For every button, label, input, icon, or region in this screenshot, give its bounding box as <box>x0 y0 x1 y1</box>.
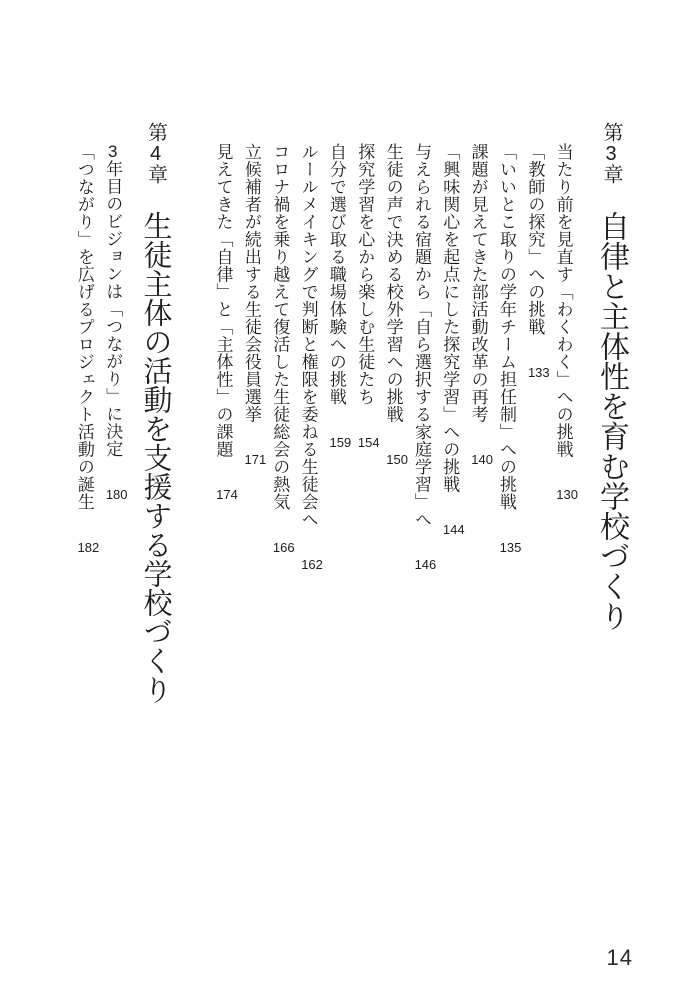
entry-page-number: 130 <box>556 487 578 503</box>
chapter-4-section <box>71 122 174 962</box>
toc-entry <box>71 122 99 962</box>
chapter-4-title: 生徒主体の活動を支援する学校づくり <box>139 211 172 705</box>
entry-title: 自分で選び取る職場体験への挑戦 <box>326 143 346 406</box>
entry-title: 「興味関心を起点にした探究学習」への挑戦 <box>440 143 460 493</box>
chapter-3-number: 第3章 <box>600 122 622 186</box>
entry-title: 当たり前を見直す「わくわく」への挑戦 <box>553 143 573 458</box>
chapter-3-section <box>210 122 629 962</box>
entry-title: 探究学習を心から楽しむ生徒たち <box>355 143 375 406</box>
toc-entry <box>238 122 266 962</box>
entry-page-number: 135 <box>499 539 522 555</box>
toc-entry <box>493 122 521 962</box>
entry-page-number: 146 <box>414 557 437 573</box>
table-of-contents <box>71 122 629 962</box>
entry-page-number: 133 <box>527 364 550 380</box>
entry-page-number: 182 <box>77 539 100 555</box>
entry-title: ルールメイキングで判断と権限を委ねる生徒会へ <box>298 143 318 528</box>
page-number: 14 <box>606 945 633 970</box>
toc-entry <box>408 122 436 962</box>
chapter-4-number: 第4章 <box>144 122 167 186</box>
toc-entry <box>323 122 351 962</box>
toc-entry <box>266 122 294 962</box>
entry-title: 立候補者が続出する生徒会役員選挙 <box>241 143 261 423</box>
toc-entry <box>436 122 464 962</box>
entry-title: 「いいとこ取りの学年チーム担任制」への挑戦 <box>496 143 516 511</box>
entry-title: 与えられる宿題から「自ら選択する家庭学習」へ <box>411 143 431 528</box>
chapter-4-entries <box>71 122 128 962</box>
chapter-3-title: 自律と主体性を育む学校づくり <box>595 211 628 632</box>
toc-entry <box>295 122 323 962</box>
toc-entry <box>351 122 379 962</box>
entry-page-number: 174 <box>216 487 238 503</box>
entry-title: コロナ禍を乗り越えて復活した生徒総会の熱気 <box>270 143 290 511</box>
toc-entry <box>465 122 493 962</box>
toc-entry <box>210 122 238 962</box>
entry-title: 生徒の声で決める校外学習への挑戦 <box>383 143 403 423</box>
entry-title: 課題が見えてきた部活動改革の再考 <box>468 143 488 423</box>
entry-page-number: 140 <box>471 452 493 468</box>
toc-entry <box>99 122 127 962</box>
toc-entry <box>550 122 578 962</box>
chapter-3-heading <box>593 122 629 962</box>
entry-page-number: 159 <box>329 434 352 450</box>
entry-page-number: 154 <box>357 434 380 450</box>
toc-entry <box>521 122 549 962</box>
entry-page-number: 144 <box>442 522 465 538</box>
entry-page-number: 150 <box>386 452 408 468</box>
entry-title: 3年目のビジョンは「つながり」に決定 <box>103 143 123 458</box>
entry-page-number: 166 <box>272 539 295 555</box>
entry-page-number: 180 <box>105 486 128 502</box>
entry-title: 「つながり」を広げるプロジェクト活動の誕生 <box>74 143 94 511</box>
entry-title: 「教師の探究」への挑戦 <box>525 143 545 336</box>
chapter-4-heading <box>138 122 174 962</box>
entry-page-number: 162 <box>301 557 323 573</box>
chapter-3-entries <box>210 122 578 962</box>
entry-page-number: 171 <box>244 452 267 468</box>
entry-title: 見えてきた「自律」と「主体性」の課題 <box>213 143 233 458</box>
toc-entry <box>380 122 408 962</box>
